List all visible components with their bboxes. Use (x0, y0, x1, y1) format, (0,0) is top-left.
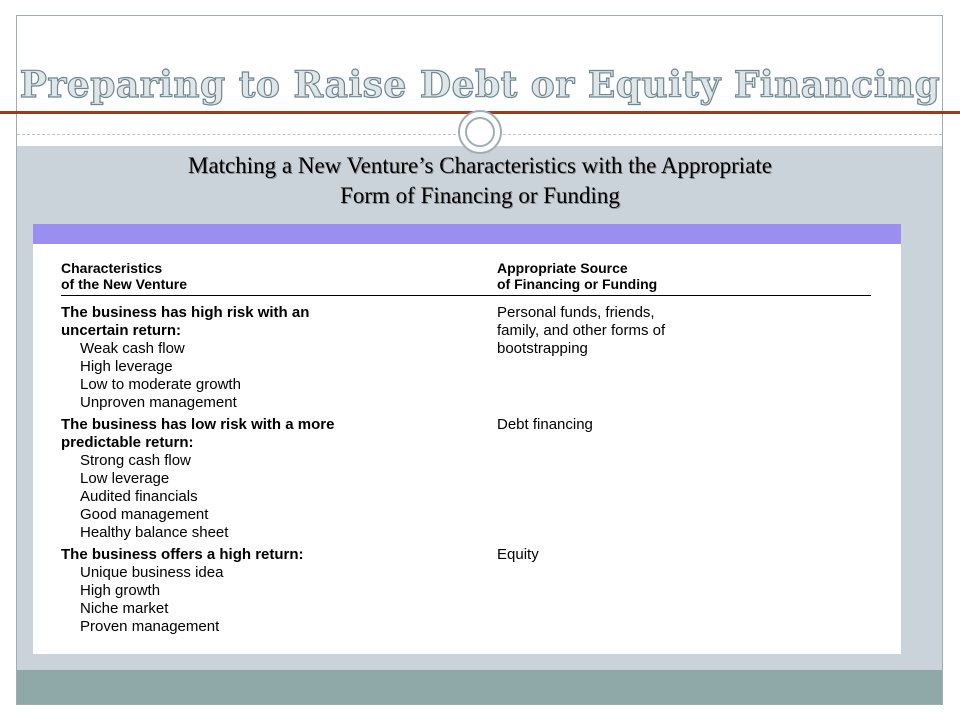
list-item: Unique business idea (80, 564, 224, 581)
list-item: Audited financials (80, 488, 198, 505)
slide-title: Preparing to Raise Debt or Equity Financing (19, 64, 941, 106)
slide-subtitle (60, 151, 900, 211)
title-line: uncertain return: (61, 322, 182, 339)
source-line: Debt financing (497, 416, 593, 433)
column-header-line: Characteristics (61, 260, 163, 276)
footer-band (17, 670, 942, 704)
subtitle-line-1: Matching a New Venture’s Characteristics with the Appropriate (188, 153, 772, 178)
ring-inner (465, 117, 495, 147)
title-line: predictable return: (61, 434, 194, 451)
list-item: Low leverage (80, 470, 170, 487)
financing-table (33, 224, 901, 654)
list-item: Good management (80, 506, 209, 523)
table-row-high-risk (61, 304, 881, 412)
source-line: bootstrapping (497, 340, 588, 357)
row-financing-source (497, 304, 777, 358)
source-line: Equity (497, 546, 539, 563)
title-line: The business offers a high return: (61, 546, 304, 563)
list-item: Unproven management (80, 394, 237, 411)
row-characteristic-title (61, 546, 441, 564)
ring-ornament-icon (458, 110, 502, 154)
table-header-bar (33, 224, 901, 244)
column-header-line: of Financing or Funding (497, 276, 658, 292)
list-item: High leverage (80, 358, 173, 375)
column-header-source (497, 260, 657, 292)
list-item: High growth (80, 582, 161, 599)
column-header-line: of the New Venture (61, 276, 188, 292)
list-item: Healthy balance sheet (80, 524, 229, 541)
subtitle-line-2: Form of Financing or Funding (340, 183, 620, 208)
table-row-low-risk (61, 416, 881, 542)
source-line: Personal funds, friends, (497, 304, 655, 321)
list-item: Low to moderate growth (80, 376, 241, 393)
table-rows (61, 304, 881, 636)
title-line: The business has low risk with a more (61, 416, 335, 433)
title-line: The business has high risk with an (61, 304, 310, 321)
list-item: Proven management (80, 618, 220, 635)
row-characteristic-title (61, 304, 441, 340)
row-characteristic-title (61, 416, 441, 452)
column-header-characteristics (61, 260, 187, 292)
column-header-line: Appropriate Source (497, 260, 628, 276)
table-row-high-return (61, 546, 881, 636)
list-item: Strong cash flow (80, 452, 191, 469)
header-rule (61, 295, 871, 296)
list-item: Niche market (80, 600, 169, 617)
row-financing-source (497, 546, 777, 564)
row-financing-source (497, 416, 777, 434)
list-item: Weak cash flow (80, 340, 185, 357)
source-line: family, and other forms of (497, 322, 666, 339)
